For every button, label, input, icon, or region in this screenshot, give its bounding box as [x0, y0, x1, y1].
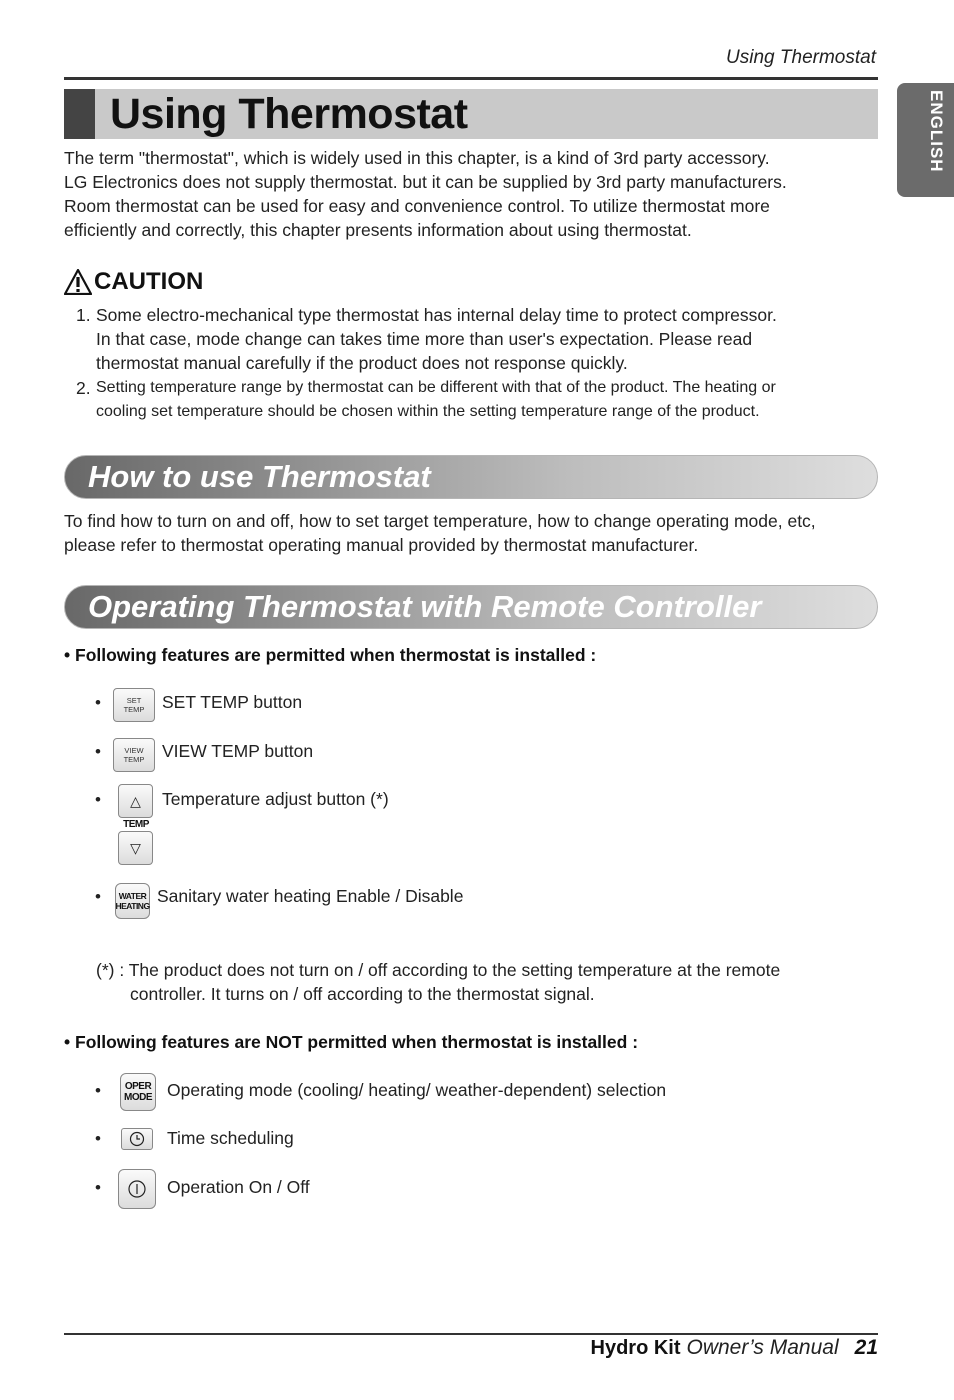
water-heating-label: Sanitary water heating Enable / Disable: [157, 886, 464, 906]
caution-item-line: Setting temperature range by thermostat can be different with that of the product. The heating or: [96, 379, 776, 396]
caution-item-2: [76, 376, 846, 424]
icon-label: OPER: [124, 1081, 152, 1092]
bullet: •: [95, 887, 101, 906]
bullet: •: [95, 742, 101, 761]
caution-item-line: thermostat manual carefully if the product does not response quickly.: [96, 353, 628, 373]
oper-mode-icon: [120, 1073, 156, 1111]
operation-on-off-label: Operation On / Off: [167, 1177, 310, 1197]
power-icon: [127, 1179, 147, 1199]
footer-manual: Owner’s Manual: [686, 1336, 839, 1359]
caution-item-number: 2.: [76, 378, 91, 398]
page-number: 21: [854, 1336, 878, 1359]
icon-label: SET: [126, 696, 142, 705]
timer-icon: [121, 1128, 153, 1150]
power-button-icon: [118, 1169, 156, 1209]
time-scheduling-label: Time scheduling: [167, 1128, 294, 1148]
section-title-operating: Operating Thermostat with Remote Controller: [88, 589, 762, 624]
footer-rule: [64, 1333, 878, 1335]
permitted-heading-text: Following features are permitted when thermostat is installed :: [75, 645, 597, 665]
bullet: •: [95, 693, 101, 712]
caution-item-line: In that case, mode change can takes time more than user's expectation. Please read: [96, 329, 753, 349]
caution-item-line: Some electro-mechanical type thermostat has internal delay time to protect compressor.: [96, 305, 777, 325]
language-tab-label: ENGLISH: [927, 90, 946, 173]
paragraph-line: To find how to turn on and off, how to set target temperature, how to change operating mode, etc,: [64, 511, 816, 531]
footer: [591, 1336, 879, 1360]
caution-item-number: 1.: [76, 305, 91, 325]
temp-adjust-label: Temperature adjust button (*): [162, 789, 389, 809]
intro-line: LG Electronics does not supply thermostat. but it can be supplied by 3rd party manufacturers.: [64, 172, 787, 192]
icon-label: MODE: [124, 1092, 152, 1103]
caution-label: CAUTION: [94, 268, 204, 295]
water-heating-icon: [115, 883, 150, 919]
warning-icon: [64, 269, 92, 295]
top-rule: [64, 77, 878, 80]
footer-brand: Hydro Kit: [590, 1337, 681, 1359]
temp-down-icon: ▽: [118, 831, 153, 865]
temp-up-icon: △: [118, 784, 153, 818]
intro-line: The term "thermostat", which is widely used in this chapter, is a kind of 3rd party accessory.: [64, 148, 770, 168]
caution-item-line: cooling set temperature should be chosen within the setting temperature range of the product.: [96, 403, 760, 420]
paragraph-line: please refer to thermostat operating manual provided by thermostat manufacturer.: [64, 535, 699, 555]
footnote: [96, 958, 856, 1006]
caution-item-1: [76, 303, 846, 375]
oper-mode-label: Operating mode (cooling/ heating/ weather-dependent) selection: [167, 1080, 667, 1100]
not-permitted-heading-text: Following features are NOT permitted when thermostat is installed :: [75, 1032, 639, 1052]
running-head: Using Thermostat: [726, 47, 876, 68]
bullet: •: [95, 790, 101, 809]
caution-heading: [64, 268, 203, 296]
footnote-line: (*) : The product does not turn on / off according to the setting temperature at the remote: [96, 960, 781, 980]
page-title: Using Thermostat: [110, 90, 468, 138]
not-permitted-heading: [64, 1032, 638, 1053]
view-temp-label: VIEW TEMP button: [162, 741, 314, 761]
icon-label: HEATING: [115, 901, 150, 911]
intro-line: efficiently and correctly, this chapter presents information about using thermostat.: [64, 220, 692, 240]
how-to-use-paragraph: [64, 509, 884, 557]
bullet: •: [95, 1129, 101, 1148]
clock-icon: [129, 1131, 145, 1147]
icon-label: VIEW: [124, 746, 144, 755]
icon-label: TEMP: [123, 705, 145, 714]
set-temp-button-icon: [113, 688, 155, 722]
temp-label: TEMP: [123, 819, 149, 830]
section-title-how-to-use: How to use Thermostat: [88, 459, 431, 494]
bullet: •: [95, 1178, 101, 1197]
intro-line: Room thermostat can be used for easy and convenience control. To utilize thermostat more: [64, 196, 770, 216]
icon-label: WATER: [118, 891, 147, 901]
bullet: •: [64, 645, 71, 665]
bullet: •: [95, 1081, 101, 1100]
footnote-line: controller. It turns on / off according to the thermostat signal.: [130, 984, 595, 1004]
title-marker: [64, 89, 95, 139]
set-temp-label: SET TEMP button: [162, 692, 303, 712]
intro-paragraph: [64, 146, 854, 242]
view-temp-button-icon: [113, 738, 155, 772]
permitted-heading: [64, 645, 596, 666]
bullet: •: [64, 1032, 71, 1052]
icon-label: TEMP: [123, 755, 145, 764]
